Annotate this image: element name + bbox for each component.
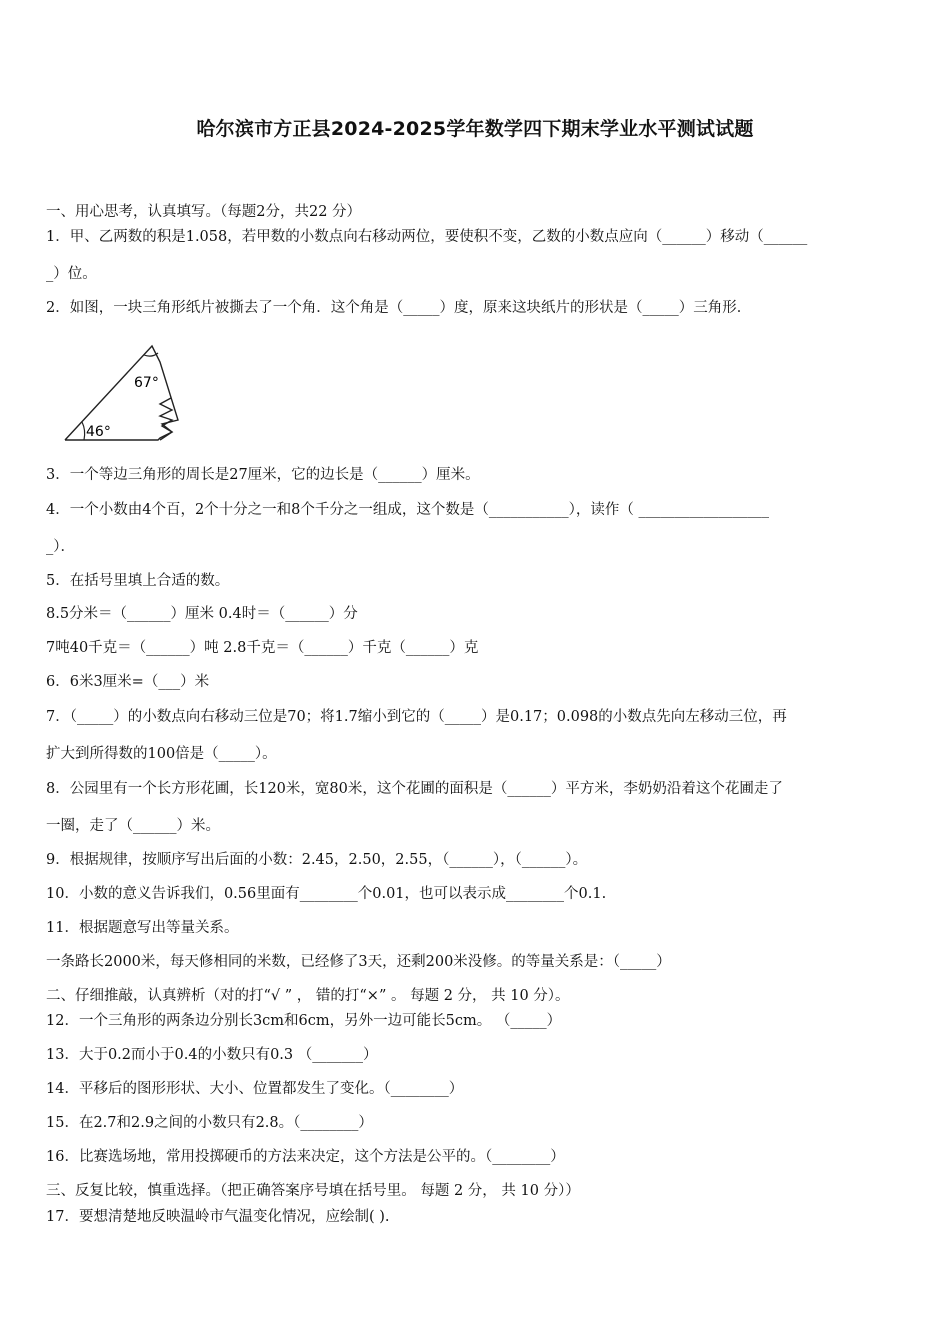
torn-triangle-svg: [60, 340, 190, 450]
question-5-row-2: 7吨40千克＝（______）吨 2.8千克＝（______）千克（______）克: [46, 640, 479, 656]
question-6: 6．6米3厘米=（___）米: [46, 674, 210, 690]
question-5: 5．在括号里填上合适的数。: [46, 573, 230, 589]
question-14: 14．平移后的图形形状、大小、位置都发生了变化。（________）: [46, 1081, 464, 1097]
question-17: 17．要想清楚地反映温岭市气温变化情况，应绘制( ).: [46, 1209, 390, 1225]
question-15: 15．在2.7和2.9之间的小数只有2.8。（________）: [46, 1115, 373, 1131]
left-angle-arc: [82, 422, 85, 440]
question-7-cont: 扩大到所得数的100倍是（_____）。: [46, 746, 277, 762]
angle-top-label: 67°: [134, 375, 159, 391]
page-title: 哈尔滨市方正县2024-2025学年数学四下期末学业水平测试试题: [196, 118, 754, 140]
angle-left-label: 46°: [86, 424, 111, 440]
question-9: 9．根据规律，按顺序写出后面的小数：2.45，2.50，2.55，（______），（______）。: [46, 852, 588, 868]
question-1-cont: _）位。: [46, 266, 97, 282]
question-1: 1．甲、乙两数的积是1.058，若甲数的小数点向右移动两位，要使积不变，乙数的小数点应向（______）移动（______: [46, 229, 808, 245]
question-16: 16．比赛选场地，常用投掷硬币的方法来决定，这个方法是公平的。（________）: [46, 1149, 565, 1165]
section-3-heading: 三、反复比较，慎重选择。（把正确答案序号填在括号里。 每题 2 分， 共 10 分））: [46, 1183, 580, 1199]
question-2: 2．如图，一块三角形纸片被撕去了一个角．这个角是（_____）度，原来这块纸片的形状是（_____）三角形．: [46, 300, 752, 316]
question-11: 11．根据题意写出等量关系。: [46, 920, 239, 936]
question-10: 10．小数的意义告诉我们，0.56里面有________个0.01，也可以表示成________个0.1.: [46, 886, 607, 902]
question-4-cont: _）．: [46, 539, 75, 555]
question-12: 12．一个三角形的两条边分别长3cm和6cm，另外一边可能长5cm。 （_____）: [46, 1013, 562, 1029]
question-7: 7．（_____）的小数点向右移动三位是70；将1.7缩小到它的（_____）是0.17；0.098的小数点先向左移动三位，再: [46, 709, 787, 725]
question-8-cont: 一圈，走了（______）米。: [46, 818, 220, 834]
question-4: 4．一个小数由4个百，2个十分之一和8个千分之一组成，这个数是（___________），读作（ __________________: [46, 502, 770, 518]
question-5-row-1: 8.5分米＝（______）厘米 0.4时＝（______）分: [46, 606, 358, 622]
section-2-heading: 二、仔细推敲，认真辨析（对的打“√ ” ， 错的打“×” 。 每题 2 分， 共 10 分）。: [46, 988, 570, 1004]
torn-triangle-figure: [60, 340, 190, 454]
question-3: 3．一个等边三角形的周长是27厘米，它的边长是（______）厘米。: [46, 467, 480, 483]
question-11-body: 一条路长2000米，每天修相同的米数，已经修了3天，还剩200米没修。的等量关系是：（_____）: [46, 954, 671, 970]
question-13: 13．大于0.2而小于0.4的小数只有0.3 （_______）: [46, 1047, 378, 1063]
section-1-heading: 一、用心思考，认真填写。（每题2分，共22 分）: [46, 204, 362, 220]
torn-edge: [160, 398, 172, 440]
question-8: 8．公园里有一个长方形花圃，长120米，宽80米，这个花圃的面积是（______）平方米，李奶奶沿着这个花圃走了: [46, 781, 783, 797]
